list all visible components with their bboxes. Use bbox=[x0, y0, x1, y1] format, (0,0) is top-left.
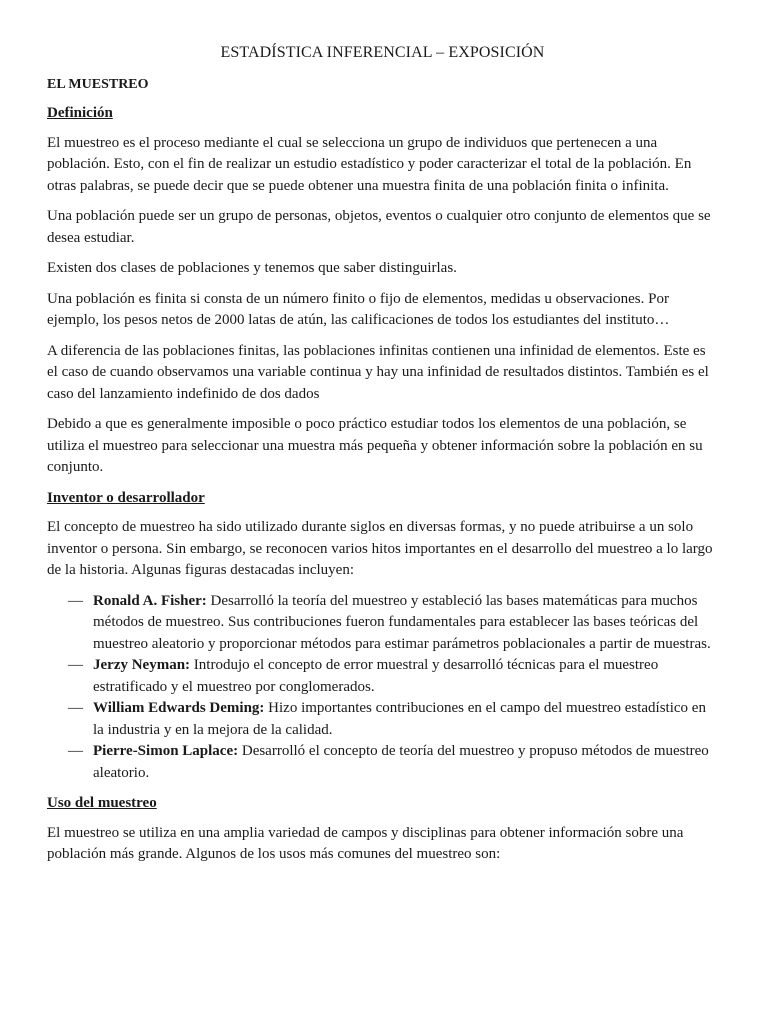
item-name: William Edwards Deming: bbox=[93, 700, 265, 716]
item-name: Pierre-Simon Laplace: bbox=[93, 743, 239, 759]
document-title: ESTADÍSTICA INFERENCIAL – EXPOSICIÓN bbox=[220, 44, 545, 61]
list-item bbox=[47, 741, 718, 784]
section-title: EL MUESTREO bbox=[47, 76, 149, 92]
definition-paragraph-1: El muestreo es el proceso mediante el cual se selecciona un grupo de individuos que pertenecen a una población. Esto, con el fin de realizar un estudio estadístico y poder caracterizar el total de la población. En otras palabras, se puede decir que se puede obtener una muestra finita de una población finita o infinita. bbox=[47, 134, 692, 194]
item-name: Jerzy Neyman: bbox=[93, 657, 191, 673]
item-text: Hizo importantes contribuciones en el campo del muestreo estadístico en la industria y en la mejora de la calidad. bbox=[93, 700, 706, 738]
definition-paragraph-5: A diferencia de las poblaciones finitas, las poblaciones infinitas contienen una infinidad de elementos. Este es el caso de cuando observamos una variable continua y hay una infinidad de resultados distintos. También es el caso del lanzamiento indefinido de dos dados bbox=[47, 342, 709, 402]
inventor-heading: Inventor o desarrollador bbox=[47, 489, 205, 506]
item-text: Desarrolló la teoría del muestreo y estableció las bases matemáticas para muchos métodos de muestreo. Sus contribuciones fueron fundamentales para establecer las bases teóricas del muestreo aleatorio y proporcionar métodos para estimar parámetros poblacionales a partir de muestras. bbox=[93, 592, 711, 652]
inventor-intro: El concepto de muestreo ha sido utilizado durante siglos en diversas formas, y no puede atribuirse a un solo inventor o persona. Sin embargo, se reconocen varios hitos importantes en el desarrollo del muestreo a lo largo de la historia. Algunas figuras destacadas incluyen: bbox=[47, 519, 713, 578]
inventor-list bbox=[47, 591, 718, 785]
definition-paragraph-6: Debido a que es generalmente imposible o poco práctico estudiar todos los elementos de una población, se utiliza el muestreo para seleccionar una muestra más pequeña y obtener información sobre la población en su conjunto. bbox=[47, 416, 703, 475]
definition-paragraph-2: Una población puede ser un grupo de personas, objetos, eventos o cualquier otro conjunto de elementos que se desea estudiar. bbox=[47, 208, 711, 246]
definition-paragraph-3: Existen dos clases de poblaciones y tenemos que saber distinguirlas. bbox=[47, 260, 457, 276]
list-item bbox=[47, 655, 718, 698]
uso-paragraph-1: El muestreo se utiliza en una amplia variedad de campos y disciplinas para obtener información sobre una población más grande. Algunos de los usos más comunes del muestreo son: bbox=[47, 824, 684, 862]
definition-heading: Definición bbox=[47, 105, 113, 121]
item-text: Desarrolló el concepto de teoría del muestreo y propuso métodos de muestreo aleatorio. bbox=[93, 743, 709, 781]
dash-bullet: — bbox=[68, 743, 83, 759]
dash-bullet: — bbox=[68, 657, 83, 673]
definition-paragraph-4: Una población es finita si consta de un número finito o fijo de elementos, medidas u observaciones. Por ejemplo, los pesos netos de 2000 latas de atún, las calificaciones de todos los estudiantes del instituto… bbox=[47, 290, 670, 328]
list-item bbox=[47, 591, 718, 656]
item-text: Introdujo el concepto de error muestral y desarrolló técnicas para el muestreo estratificado y el muestreo por conglomerados. bbox=[93, 657, 659, 695]
dash-bullet: — bbox=[68, 700, 83, 716]
item-name: Ronald A. Fisher: bbox=[93, 592, 207, 609]
dash-bullet: — bbox=[68, 592, 83, 609]
uso-heading: Uso del muestreo bbox=[47, 795, 157, 811]
list-item bbox=[47, 698, 718, 741]
